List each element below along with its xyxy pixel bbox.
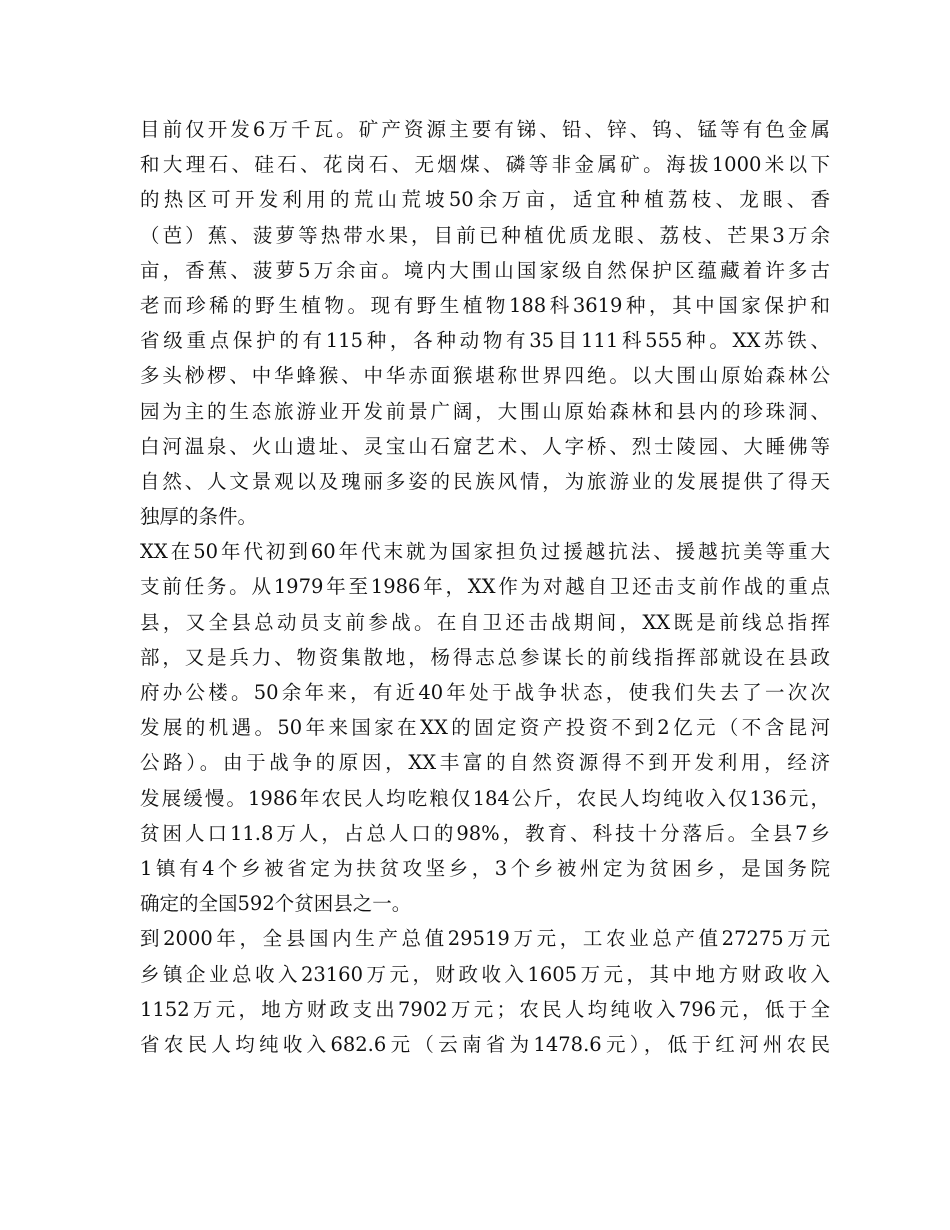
text-line: 亩，香蕉、菠萝5万余亩。境内大围山国家级自然保护区蕴藏着许多古 (140, 258, 830, 282)
text-line: 确定的全国592个贫困县之一。 (140, 892, 412, 916)
text-line: 省农民人均纯收入682.6元（云南省为1478.6元），低于红河州农民 (140, 1032, 830, 1056)
text-line: 多头桫椤、中华蜂猴、中华赤面猴堪称世界四绝。以大围山原始森林公 (140, 364, 830, 388)
text-line: 1镇有4个乡被省定为扶贫攻坚乡，3个乡被州定为贫困乡，是国务院 (140, 856, 830, 880)
text-line: 乡镇企业总收入23160万元，财政收入1605万元，其中地方财政收入 (140, 962, 830, 986)
document-page (140, 112, 830, 1062)
text-line: 白河温泉、火山遗址、灵宝山石窟艺术、人字桥、烈士陵园、大睡佛等 (140, 434, 830, 458)
text-line: 府办公楼。50余年来，有近40年处于战争状态，使我们失去了一次次 (140, 681, 830, 704)
text-line: 省级重点保护的有115种，各种动物有35目111科555种。XX苏铁、 (140, 329, 830, 353)
text-line: 独厚的条件。 (140, 505, 258, 529)
text-line: 目前仅开发6万千瓦。矿产资源主要有锑、铅、锌、钨、锰等有色金属 (140, 118, 830, 141)
text-line: 老而珍稀的野生植物。现有野生植物188科3619种，其中国家保护和 (140, 293, 830, 317)
text-line: 发展缓慢。1986年农民人均吃粮仅184公斤，农民人均纯收入仅136元， (140, 786, 830, 810)
text-line: （芭）蕉、菠萝等热带水果，目前已种植优质龙眼、荔枝、芒果3万余 (140, 223, 830, 247)
text-line: 自然、人文景观以及瑰丽多姿的民族风情，为旅游业的发展提供了得天 (140, 469, 830, 493)
text-line: 1152万元，地方财政支出7902万元；农民人均纯收入796元，低于全 (140, 997, 830, 1021)
text-line: 发展的机遇。50年来国家在XX的固定资产投资不到2亿元（不含昆河 (140, 716, 830, 740)
text-line: 和大理石、硅石、花岗石、无烟煤、磷等非金属矿。海拔1000米以下 (140, 153, 830, 177)
text-line: 部，又是兵力、物资集散地，杨得志总参谋长的前线指挥部就设在县政 (140, 645, 830, 669)
text-line: 的热区可开发利用的荒山荒坡50余万亩，适宜种植荔枝、龙眼、香 (140, 188, 830, 212)
text-line: 支前任务。从1979年至1986年，XX作为对越自卫还击支前作战的重点 (140, 575, 830, 599)
text-line: 县，又全县总动员支前参战。在自卫还击战期间，XX既是前线总指挥 (140, 610, 830, 634)
text-line: 到2000年，全县国内生产总值29519万元，工农业总产值27275万元 (140, 927, 830, 951)
text-line: XX在50年代初到60年代末就为国家担负过援越抗法、援越抗美等重大 (140, 540, 830, 564)
text-line: 贫困人口11.8万人，占总人口的98%，教育、科技十分落后。全县7乡 (140, 821, 830, 845)
text-line: 公路）。由于战争的原因，XX丰富的自然资源得不到开发利用，经济 (140, 751, 830, 775)
text-line: 园为主的生态旅游业开发前景广阔，大围山原始森林和县内的珍珠洞、 (140, 399, 830, 423)
